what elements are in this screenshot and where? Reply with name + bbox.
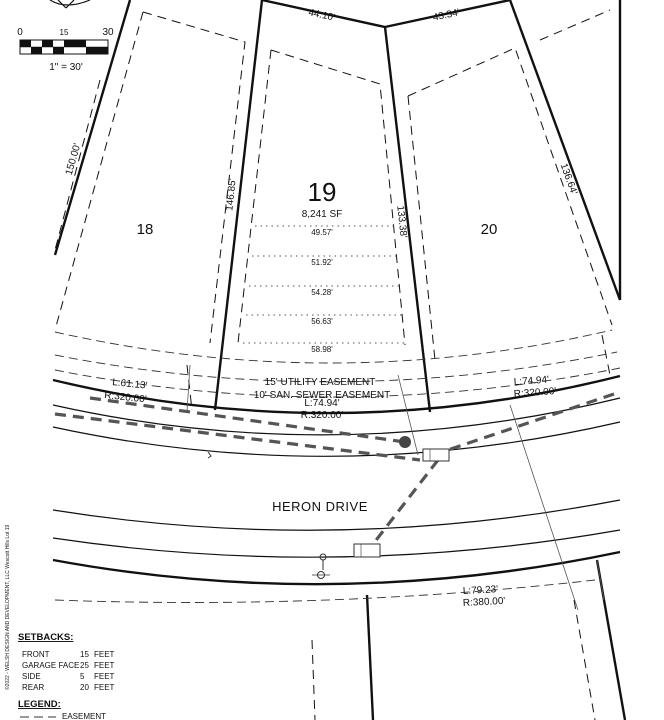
legend-title: LEGEND: — [18, 699, 61, 710]
setbacks-title: SETBACKS: — [18, 632, 74, 643]
road-name: HERON DRIVE — [272, 499, 368, 514]
scale-tick-0: 0 — [17, 27, 23, 38]
curve-left-length: L:61.13' — [111, 377, 148, 392]
setback-label-garage: GARAGE FACE — [22, 661, 80, 670]
setback-value-rear: 20 — [80, 683, 89, 692]
utility-easement-label: 15' UTILITY EASEMENT — [264, 377, 376, 388]
sewer-box-icon — [354, 544, 380, 557]
setback-lines — [55, 10, 612, 720]
lot-width-2: 51.92' — [311, 258, 333, 267]
legend — [18, 699, 106, 720]
lot-width-5: 58.98' — [311, 345, 333, 354]
lot-18-number: 18 — [136, 221, 154, 238]
curve-south-radius: R:380.00' — [462, 595, 506, 609]
arrow-mark-icon — [208, 452, 211, 458]
dim-top-left: 44.10' — [307, 7, 337, 24]
scale-caption: 1" = 30' — [49, 62, 83, 73]
curve-right-radius: R:320.00' — [513, 386, 557, 400]
manhole-icon — [399, 436, 411, 448]
dim-lot-19-right-side: 133.38' — [394, 205, 409, 239]
setback-unit-rear: FEET — [94, 683, 115, 692]
lot-width-3: 54.28' — [311, 288, 333, 297]
legend-easement-label: EASEMENT — [62, 712, 107, 720]
setback-unit-garage: FEET — [94, 661, 115, 670]
setback-label-front: FRONT — [22, 650, 50, 659]
curve-center-length: L:74.94' — [304, 398, 340, 409]
lot-width-4: 56.63' — [311, 317, 333, 326]
setback-value-front: 15 — [80, 650, 89, 659]
dim-lot-20-side: 136.64' — [557, 161, 580, 197]
setback-label-side: SIDE — [22, 672, 41, 681]
sewer-easement-label: 10' SAN. SEWER EASEMENT — [253, 390, 391, 401]
lot-width-1: 49.57' — [311, 228, 333, 237]
scale-tick-30: 30 — [102, 27, 114, 38]
setback-value-side: 5 — [80, 672, 85, 681]
curve-right-length: L:74.94' — [513, 374, 550, 388]
setback-label-rear: REAR — [22, 683, 45, 692]
water-box-icon — [423, 449, 449, 461]
dim-lot-19-left-side: 146.85' — [224, 178, 239, 212]
side-copyright-note: ©2022 - WELSH DESIGN AND DEVELOPMENT, LLC Wescott Hills Lot 19 — [5, 524, 11, 690]
curve-left-radius: R:320.00' — [103, 390, 148, 406]
lot-20-number: 20 — [480, 221, 498, 238]
setback-unit-front: FEET — [94, 650, 115, 659]
curve-center-radius: R:320.00' — [300, 410, 344, 421]
curve-south-length: L:79.23' — [462, 584, 499, 597]
setback-value-garage: 25 — [80, 661, 89, 670]
dim-lot-18-side: 150.00' — [63, 142, 84, 177]
easement-lines — [55, 330, 620, 603]
setbacks-table — [18, 632, 115, 692]
lot-lines — [55, 0, 625, 720]
lot-19-number: 19 — [307, 177, 337, 207]
dim-top-right: 43.34' — [431, 7, 461, 24]
setback-unit-side: FEET — [94, 672, 115, 681]
north-arrow-icon — [50, 0, 90, 8]
scale-bar — [17, 27, 114, 73]
scale-tick-15: 15 — [59, 28, 69, 37]
lot-19-area: 8,241 SF — [301, 209, 343, 220]
